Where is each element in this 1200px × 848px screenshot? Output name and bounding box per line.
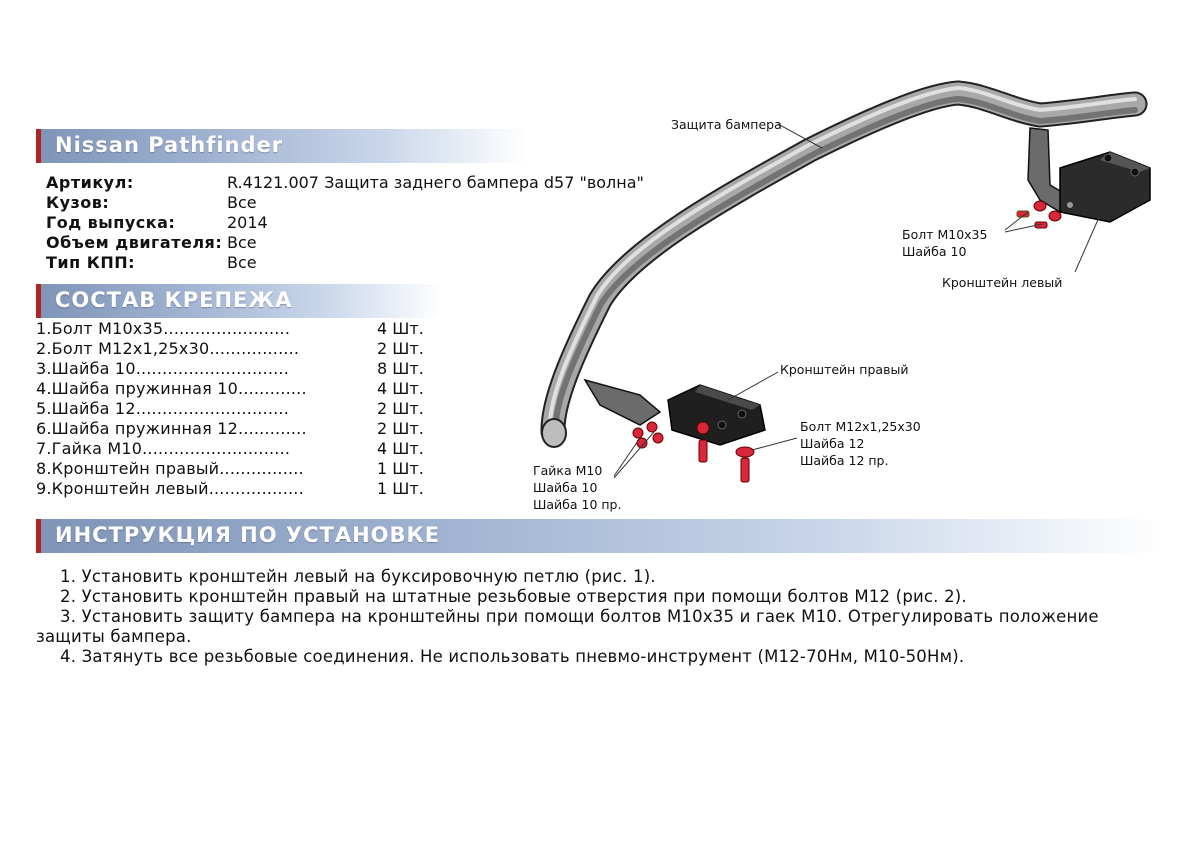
install-step: 4. Затянуть все резьбовые соединения. Не использовать пневмо-инструмент (М12-70Нм, М10-50Нм). — [60, 647, 965, 666]
parts-qty: 2 Шт. — [377, 419, 424, 438]
parts-list-item: 4.Шайба пружинная 10............. — [36, 379, 307, 398]
spec-key: Кузов: — [46, 193, 110, 212]
spec-value: Все — [227, 233, 257, 252]
parts-qty: 4 Шт. — [377, 319, 424, 338]
parts-list-item: 1.Болт М10х35........................ — [36, 319, 291, 338]
label-bracket-right: Кронштейн правый — [780, 362, 909, 377]
spec-key: Артикул: — [46, 173, 134, 192]
parts-qty: 2 Шт. — [377, 339, 424, 358]
parts-band — [36, 284, 443, 318]
spec-value: 2014 — [227, 213, 268, 232]
parts-list-item: 8.Кронштейн правый................ — [36, 459, 304, 478]
bracket-right-shape — [585, 380, 765, 445]
spec-value: Все — [227, 193, 257, 212]
spec-key: Год выпуска: — [46, 213, 176, 232]
install-heading: ИНСТРУКЦИЯ ПО УСТАНОВКЕ — [55, 523, 441, 547]
spec-key: Тип КПП: — [46, 253, 136, 272]
label-bolt-m12: Болт М12х1,25х30 — [800, 419, 921, 434]
label-bumper-guard: Защита бампера — [671, 117, 782, 132]
parts-qty: 4 Шт. — [377, 379, 424, 398]
install-steps — [36, 567, 1156, 667]
parts-list-item: 5.Шайба 12............................. — [36, 399, 289, 418]
parts-list-item: 2.Болт М12х1,25х30................. — [36, 339, 300, 358]
parts-qty: 2 Шт. — [377, 399, 424, 418]
install-step: 3. Установить защиту бампера на кронштейны при помощи болтов М10х35 и гаек М10. Отрегулировать положение защиты бампера. — [36, 607, 1099, 646]
spec-value: R.4121.007 Защита заднего бампера d57 "волна" — [227, 173, 644, 192]
label-washer-12-spring: Шайба 12 пр. — [800, 453, 889, 468]
spec-key: Объем двигателя: — [46, 233, 223, 252]
parts-list-item: 3.Шайба 10............................. — [36, 359, 289, 378]
install-step: 2. Установить кронштейн правый на штатные резьбовые отверстия при помощи болтов М12 (рис. 2). — [60, 587, 967, 606]
label-washer-10-left: Шайба 10 — [902, 244, 967, 259]
parts-list-item: 9.Кронштейн левый.................. — [36, 479, 304, 498]
label-washer-10-spring: Шайба 10 пр. — [533, 497, 622, 512]
parts-qty: 1 Шт. — [377, 459, 424, 478]
label-washer-12: Шайба 12 — [800, 436, 865, 451]
label-washer-10-right: Шайба 10 — [533, 480, 598, 495]
spec-value: Все — [227, 253, 257, 272]
title-band — [36, 129, 527, 163]
parts-heading: СОСТАВ КРЕПЕЖА — [55, 288, 293, 312]
parts-qty: 4 Шт. — [377, 439, 424, 458]
parts-qty: 1 Шт. — [377, 479, 424, 498]
install-band — [36, 519, 1165, 553]
parts-qty: 8 Шт. — [377, 359, 424, 378]
page-title: Nissan Pathfinder — [55, 133, 284, 157]
install-step: 1. Установить кронштейн левый на буксировочную петлю (рис. 1). — [60, 567, 656, 586]
label-nut-m10: Гайка М10 — [533, 463, 603, 478]
label-bolt-m10: Болт М10х35 — [902, 227, 988, 242]
parts-list-item: 6.Шайба пружинная 12............. — [36, 419, 307, 438]
bracket-left-shape — [1028, 128, 1150, 222]
parts-list-item: 7.Гайка М10............................ — [36, 439, 291, 458]
label-bracket-left: Кронштейн левый — [942, 275, 1063, 290]
